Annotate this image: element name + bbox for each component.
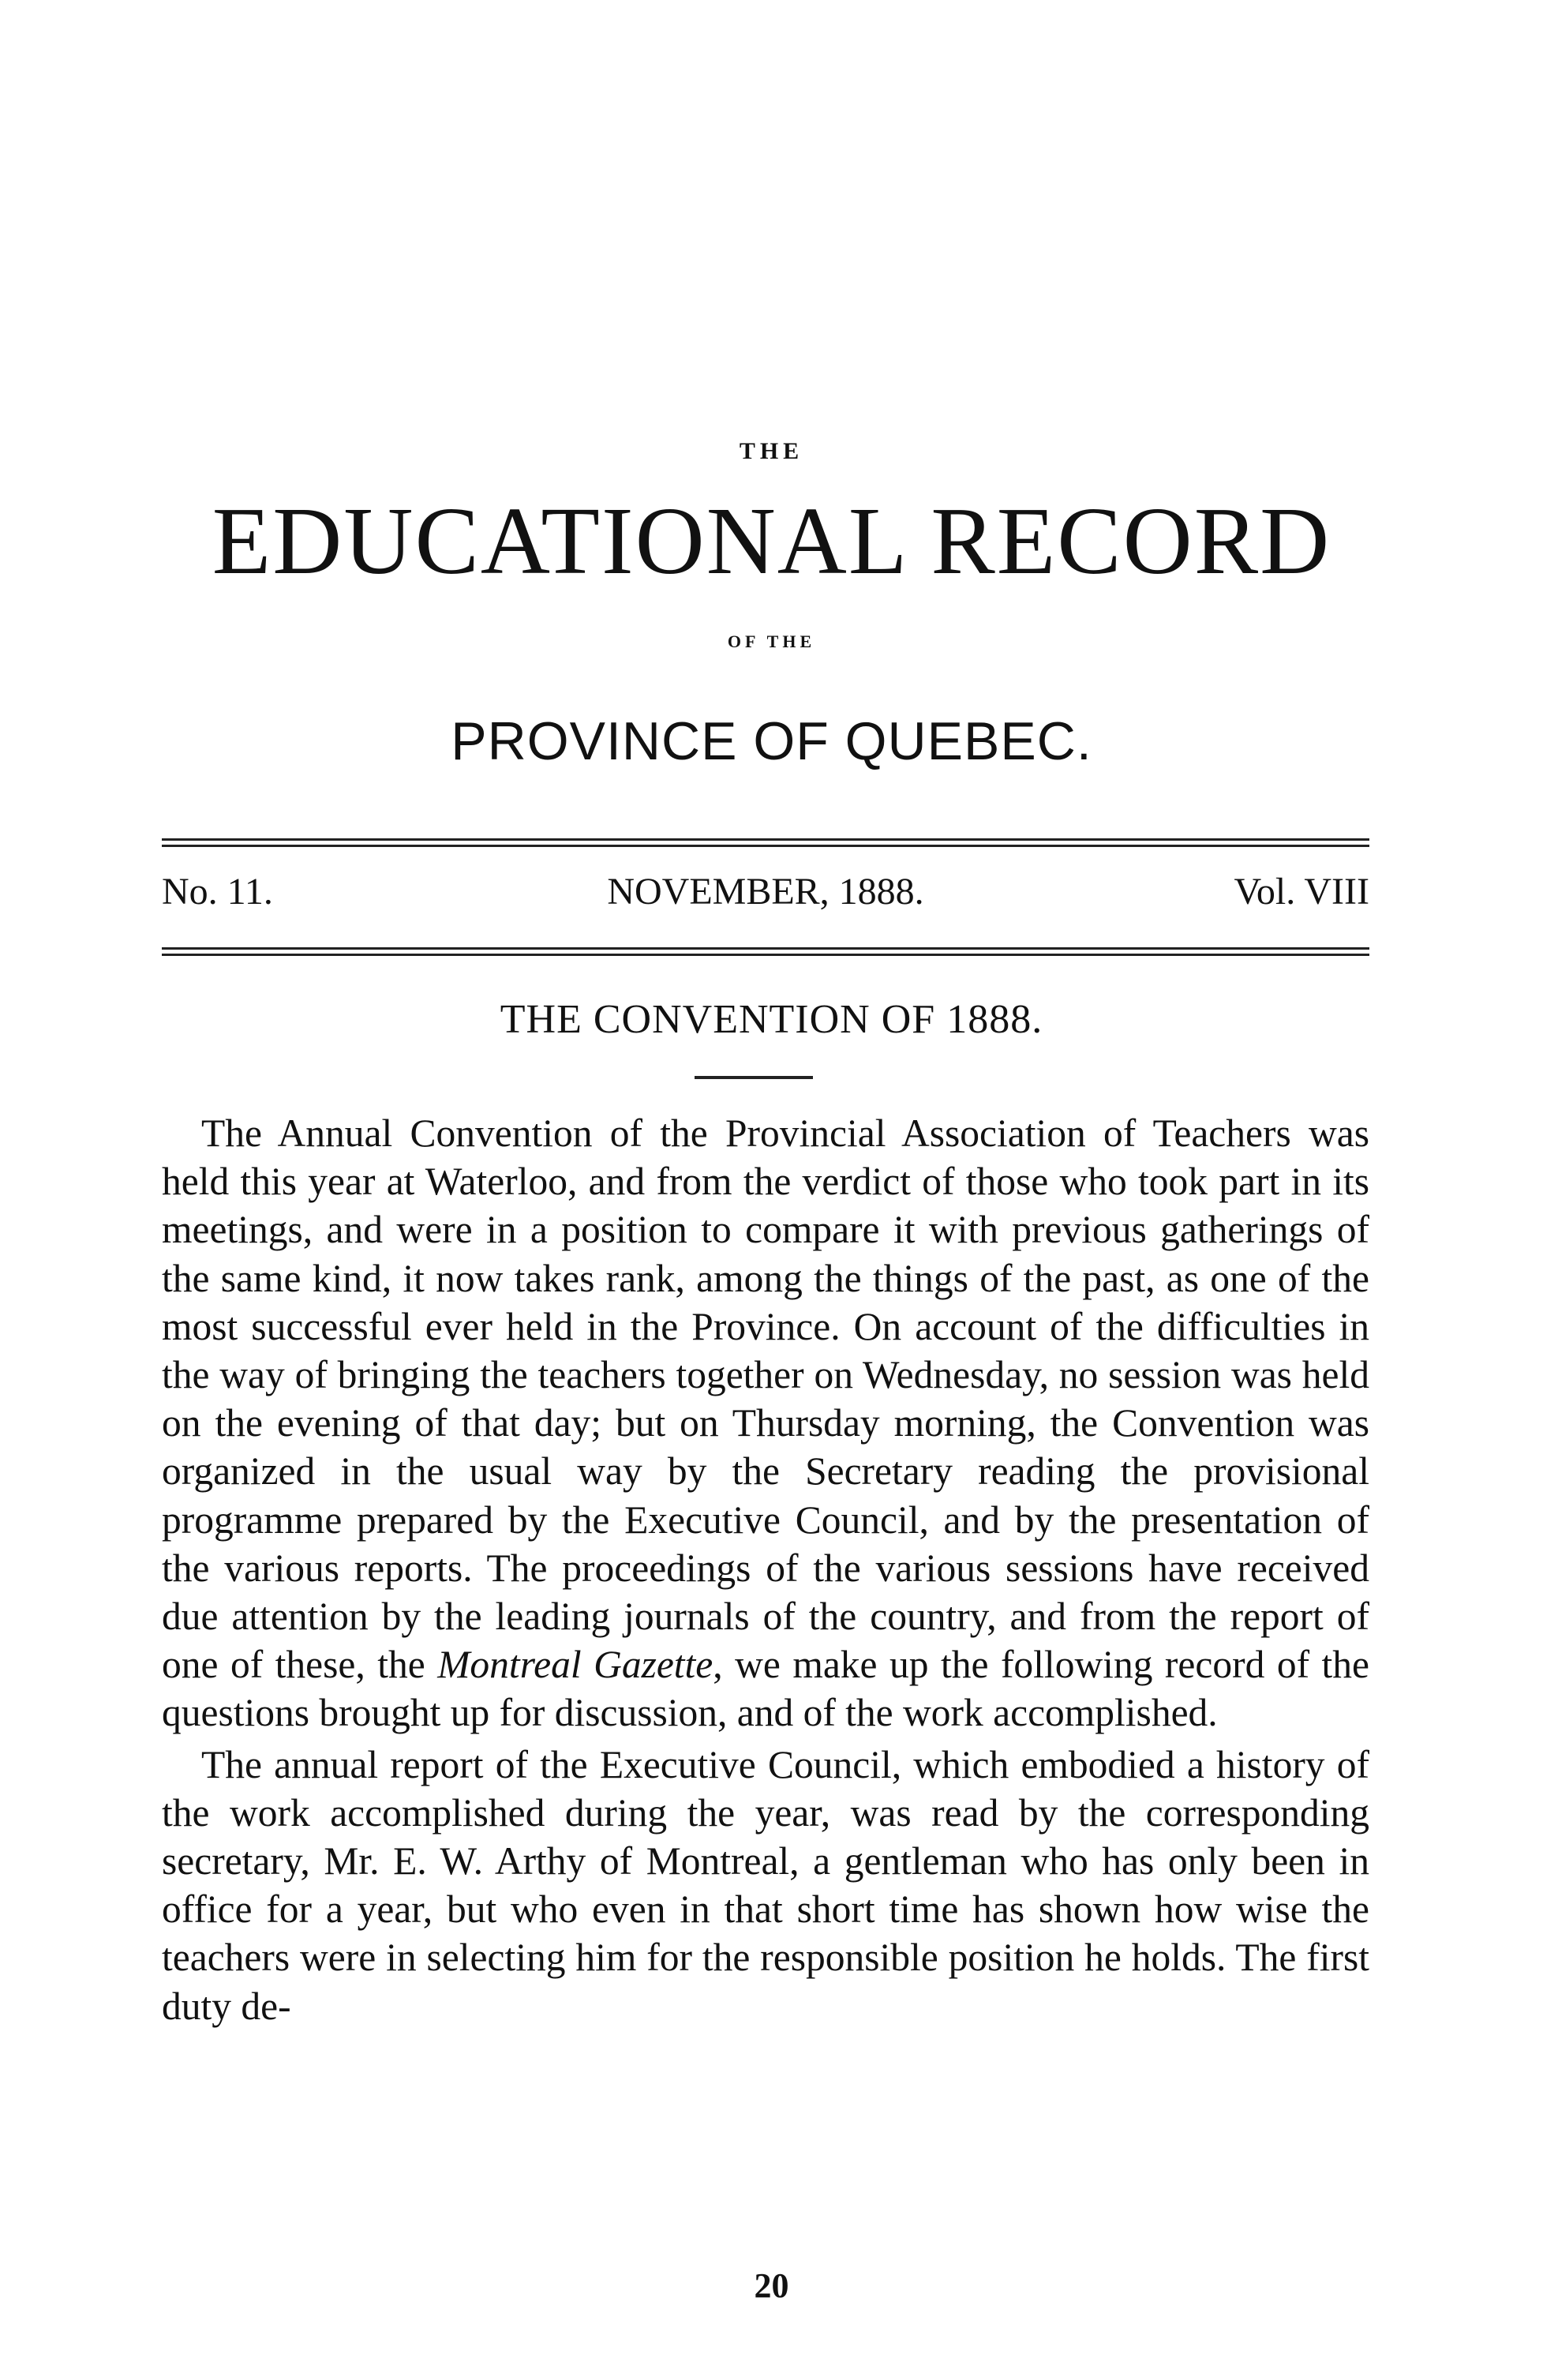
article-body bbox=[162, 1109, 1369, 2030]
article-paragraph bbox=[162, 1109, 1369, 1737]
issue-volume: Vol. VIII bbox=[1234, 871, 1369, 913]
article-title: THE CONVENTION OF 1888. bbox=[500, 997, 1043, 1042]
paragraph-text: The Annual Convention of the Provincial Association of Teachers was held this year at Waterloo, and from the verdict of those who took part in its meetings, and were in a position to compare it with previous gatherings of the same kind, it now takes rank, among the things of the past, as one of the most successful ever held in the Province. On account of the difficulties in the way of bringing the teachers together on Wednesday, no session was held on the evening of that day; but on Thursday morning, the Convention was organized in the usual way by the Secretary reading the provisional programme prepared by the Executive Council, and by the presentation of the various reports. The proceedings of the various sessions have received due attention by the leading journals of the country, and from the report of one of these, the bbox=[162, 1111, 1369, 1687]
journal-province: PROVINCE OF QUEBEC. bbox=[451, 711, 1092, 771]
paragraph-text: , we make up the following record of the questions brought up for discussion, and of the work accomplished. bbox=[162, 1643, 1370, 1735]
issue-number: No. 11. bbox=[162, 871, 273, 913]
issue-date: NOVEMBER, 1888. bbox=[607, 871, 924, 913]
masthead-the: THE bbox=[739, 438, 804, 464]
article-paragraph: The annual report of the Executive Council, which embodied a history of the work accomplished during the year, was read by the corresponding secretary, Mr. E. W. Arthy of Montreal, a gentleman who has only been in office for a year, but who even in that short time has shown how wise the teachers were in selecting him for the responsible position he holds. The first duty de- bbox=[162, 1742, 1369, 2028]
masthead-of-the: OF THE bbox=[727, 632, 816, 651]
newspaper-name: Montreal Gazette bbox=[437, 1643, 713, 1687]
masthead-rule-top bbox=[162, 838, 1369, 841]
issue-rule-bottom-double bbox=[162, 954, 1369, 956]
masthead-rule-top-double bbox=[162, 845, 1369, 847]
issue-rule-bottom bbox=[162, 947, 1369, 950]
journal-title: EDUCATIONAL RECORD bbox=[212, 488, 1331, 594]
title-dash-divider bbox=[695, 1076, 813, 1079]
issue-info-row bbox=[162, 868, 1369, 916]
page-number: 20 bbox=[754, 2266, 789, 2305]
